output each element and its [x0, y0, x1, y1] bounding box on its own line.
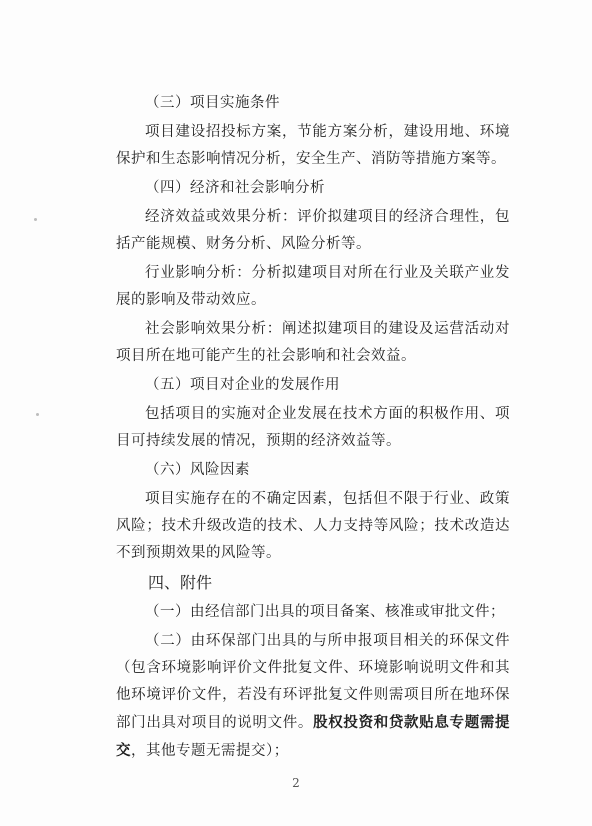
page-number: 2 — [292, 776, 300, 790]
paragraph-risk-factors: 项目实施存在的不确定因素，包括但不限于行业、政策风险；技术升级改造的技术、人力支持等风险；技术改造达不到预期效果的风险等。 — [116, 491, 510, 561]
paragraph-implementation-conditions: 项目建设招投标方案，节能方案分析，建设用地、环境保护和生态影响情况分析，安全生产、消防等措施方案等。 — [116, 124, 510, 167]
paragraph-enterprise-development: 包括项目的实施对企业发展在技术方面的积极作用、项目可持续发展的情况，预期的经济效益等。 — [116, 406, 510, 449]
scan-speck — [34, 218, 37, 221]
heading-risk-factors: （六）风险因素 — [145, 462, 250, 478]
paragraph-industry-impact: 行业影响分析：分析拟建项目对所在行业及关联产业发展的影响及带动效应。 — [116, 265, 510, 308]
heading-economic-social-impact: （四）经济和社会影响分析 — [145, 180, 325, 196]
paragraph-attachment-1: （一）由经信部门出具的项目备案、核准或审批文件； — [145, 604, 505, 620]
document-body — [116, 90, 510, 767]
paragraph-attachment-2 — [116, 628, 510, 765]
attachment-2-text: （二）由环保部门出具的与所申报项目相关的环保文件（包含环境影响评价文件批复文件、环境影响说明文件和其他环境评价文件，若没有环评批复文件则需项目所在地环保部门出具对项目的说明文件。 — [116, 633, 510, 731]
heading-implementation-conditions: （三）项目实施条件 — [145, 95, 280, 111]
paragraph-economic-benefit: 经济效益或效果分析：评价拟建项目的经济合理性，包括产能规模、财务分析、风险分析等。 — [116, 209, 510, 252]
attachment-2-bold-text: 股权投资和贷款贴息专题需提交 — [116, 714, 511, 759]
section-attachments: 四、附件 — [148, 573, 213, 592]
scan-speck — [36, 413, 39, 416]
heading-enterprise-development: （五）项目对企业的发展作用 — [145, 377, 340, 393]
attachment-2-tail-text: ，其他专题无需提交）； — [131, 743, 289, 759]
paragraph-social-impact: 社会影响效果分析：阐述拟建项目的建设及运营活动对项目所在地可能产生的社会影响和社会效益。 — [116, 321, 510, 364]
